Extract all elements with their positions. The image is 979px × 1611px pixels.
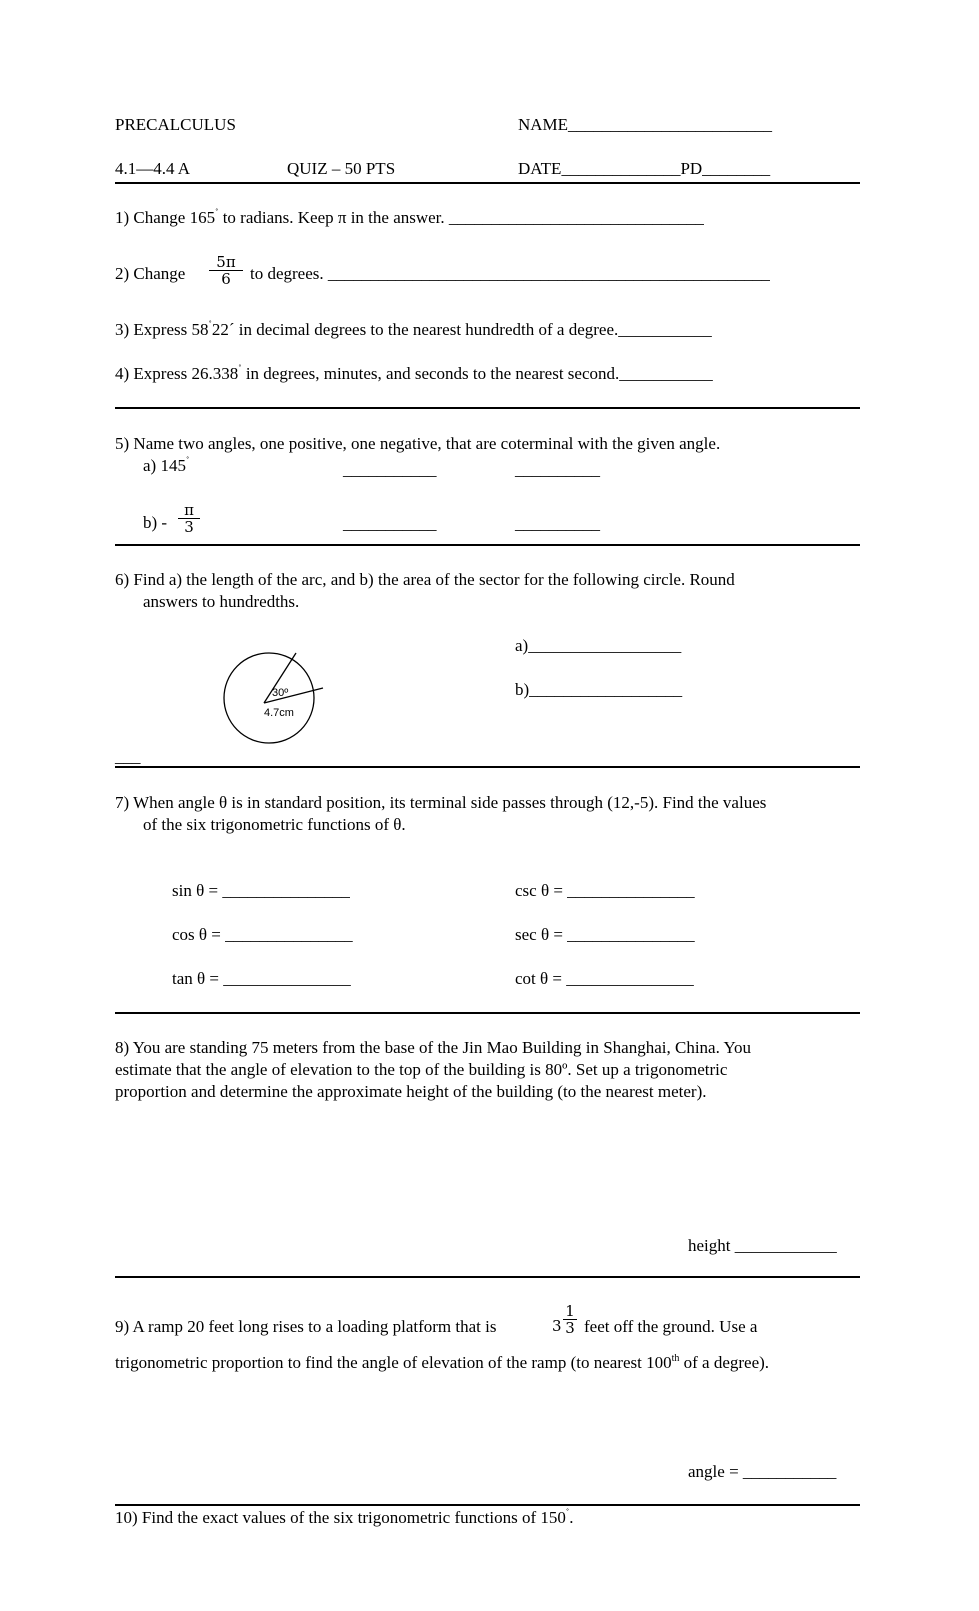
question-5a: a) 145˚ [143, 456, 190, 475]
section-divider-6 [115, 1504, 860, 1506]
question-9-line-1b: feet off the ground. Use a [584, 1317, 758, 1336]
section-divider-2 [115, 544, 860, 546]
circle-sector-diagram [210, 643, 330, 748]
date-period-field[interactable]: DATE______________PD________ [518, 159, 771, 178]
section-divider-3 [115, 766, 860, 768]
section-divider-1 [115, 407, 860, 409]
question-8-line-2: estimate that the angle of elevation to the top of the building is 80º. Set up a trigonometric [115, 1060, 728, 1079]
question-2-prefix: 2) Change [115, 264, 186, 283]
question-6-line-1: 6) Find a) the length of the arc, and b) the area of the sector for the following circle. Round [115, 570, 735, 589]
section-label: 4.1—4.4 A [115, 159, 191, 178]
circle-outline [224, 653, 314, 743]
question-5a-blank-1[interactable]: ___________ [343, 460, 437, 479]
course-title: PRECALCULUS [115, 115, 236, 134]
question-2-suffix: to degrees. ____________________________________________________ [250, 264, 770, 283]
mixed-number-whole: 3 [552, 1317, 562, 1335]
question-5a-blank-2[interactable]: __________ [515, 460, 600, 479]
question-5-prompt: 5) Name two angles, one positive, one negative, that are coterminal with the given angle. [115, 434, 721, 453]
question-5b: b) - [143, 513, 168, 532]
question-9-line-1a: 9) A ramp 20 feet long rises to a loading platform that is [115, 1317, 497, 1336]
question-4: 4) Express 26.338˚ in degrees, minutes, and seconds to the nearest second.___________ [115, 364, 713, 383]
question-8-line-1: 8) You are standing 75 meters from the base of the Jin Mao Building in Shanghai, China. You [115, 1038, 752, 1057]
question-7-line-2: of the six trigonometric functions of θ. [143, 815, 406, 834]
csc-answer[interactable]: csc θ = _______________ [515, 881, 695, 900]
tan-answer[interactable]: tan θ = _______________ [172, 969, 351, 988]
question-6b-answer[interactable]: b)__________________ [515, 680, 683, 699]
section-divider-5 [115, 1276, 860, 1278]
question-5b-blank-1[interactable]: ___________ [343, 514, 437, 533]
question-5b-blank-2[interactable]: __________ [515, 514, 600, 533]
name-field[interactable]: NAME________________________ [518, 115, 773, 134]
question-1: 1) Change 165˚ to radians. Keep π in the answer. ______________________________ [115, 208, 704, 227]
question-6a-answer[interactable]: a)__________________ [515, 636, 682, 655]
header-divider [115, 182, 860, 184]
height-answer[interactable]: height ____________ [688, 1236, 837, 1255]
angle-label: 30º [272, 687, 289, 699]
question-9-line-2: trigonometric proportion to find the angle of elevation of the ramp (to nearest 100th of a degree). [115, 1353, 770, 1372]
question-3: 3) Express 58˚22´ in decimal degrees to the nearest hundredth of a degree.___________ [115, 320, 712, 339]
question-6-line-2: answers to hundredths. [143, 592, 300, 611]
stray-blank: ___ [115, 747, 141, 766]
sec-answer[interactable]: sec θ = _______________ [515, 925, 695, 944]
question-8-line-3: proportion and determine the approximate height of the building (to the nearest meter). [115, 1082, 707, 1101]
cot-answer[interactable]: cot θ = _______________ [515, 969, 694, 988]
cos-answer[interactable]: cos θ = _______________ [172, 925, 353, 944]
quiz-label: QUIZ – 50 PTS [287, 159, 396, 178]
section-divider-4 [115, 1012, 860, 1014]
angle-answer[interactable]: angle = ___________ [688, 1462, 837, 1481]
mixed-number-fraction: $\frac{1}{3}$ [563, 1303, 577, 1336]
question-5b-fraction: $\frac{\pi}{3}$ [178, 502, 200, 535]
question-2-fraction: $\frac{5\pi}{6}$ [209, 254, 243, 287]
radius-label: 4.7cm [264, 707, 294, 719]
sin-answer[interactable]: sin θ = _______________ [172, 881, 350, 900]
question-7-line-1: 7) When angle θ is in standard position, its terminal side passes through (12,-5). Find the values [115, 793, 767, 812]
question-10: 10) Find the exact values of the six trigonometric functions of 150˚. [115, 1508, 574, 1527]
